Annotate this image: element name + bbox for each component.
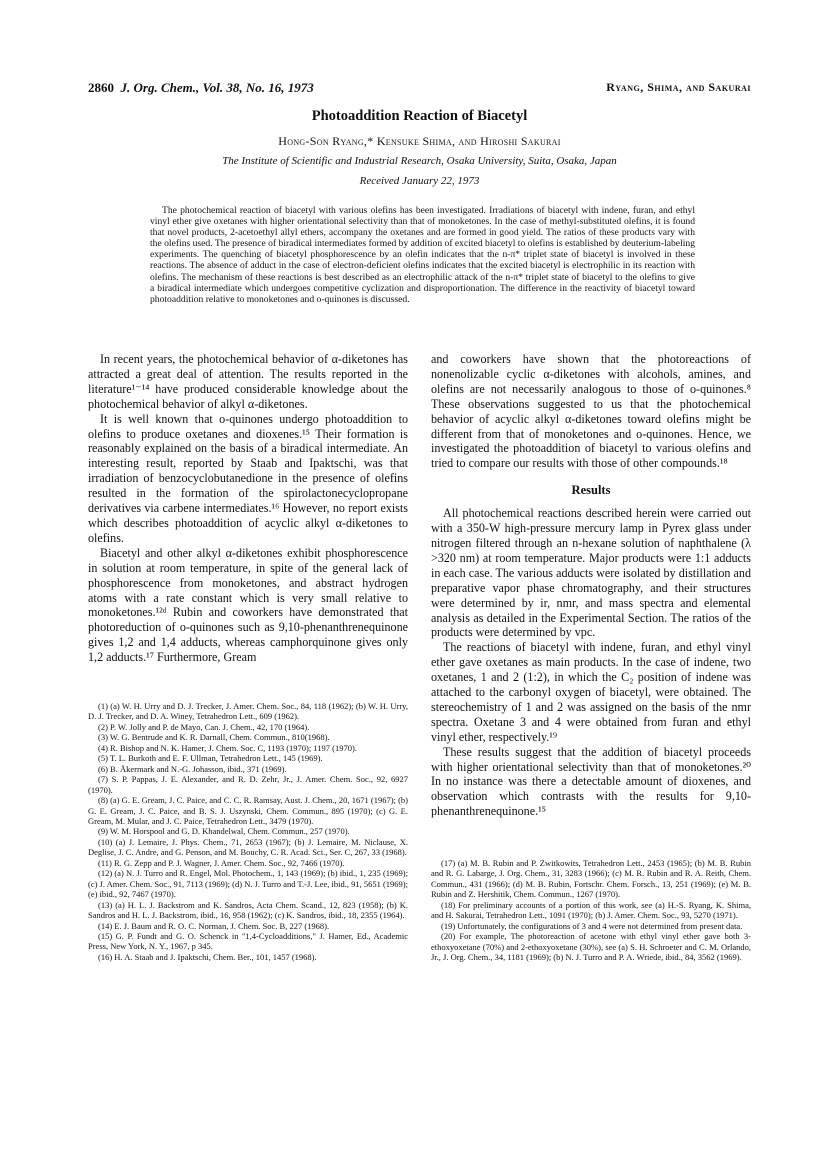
footnote: (11) R. G. Zepp and P. J. Wagner, J. Amer. Chem. Soc., 92, 7466 (1970).	[98, 857, 345, 868]
footnote: (5) T. L. Burkoth and E. F. Ullman, Tetrahedron Lett., 145 (1969).	[98, 753, 323, 764]
footnote: (6) B. Åkermark and N.-G. Johasson, ibid., 371 (1969).	[98, 763, 287, 774]
footnotes-left	[88, 701, 408, 962]
body-paragraph: and coworkers have shown that the photoreactions of nonenolizable cyclic α-diketones with alcohols, amines, and olefins are not necessarily analogous to those of o-quinones.⁸ These observations suggested to us that the photochemical behavior of acyclic alkyl α-diketones toward olefins might be different from that of monoketones and o-quinones. Hence, we investigated the photoaddition of biacetyl to various olefins and tried to compare our results with those of other compounds.¹⁸	[431, 352, 751, 471]
header-left	[88, 80, 314, 96]
author-affiliation: The Institute of Scientific and Industrial Research, Osaka University, Suita, Osaka, Japan	[222, 155, 617, 167]
article-authors: Hong-Son Ryang,* Kensuke Shima, and Hiroshi Sakurai	[278, 134, 561, 148]
footnote: (17) (a) M. B. Rubin and P. Zwitkowits, Tetrahedron Lett., 2453 (1965); (b) M. B. Rubin and R. G. Labarge, J. Org. Chem., 31, 3283 (1966); (c) M. R. Rubin and R. A. Reith, Chem. Commun., 431 (1966); (d) M. B. Rubin, Fortschr. Chem. Forsch., 13, 251 (1969); (e) M. B. Rubin and Z. Hershitik, Chem. Commun., 1267 (1970).	[431, 858, 751, 900]
body-paragraph: The reactions of biacetyl with indene, furan, and ethyl vinyl ether gave oxetanes as main products. In the case of indene, two oxetanes, 1 and 2 (1:2), in which the C₂ position of indene was attached to the carbonyl oxygen of biacetyl, were obtained. The stereochemistry of 1 and 2 was assigned on the basis of the nmr spectra. Oxetane 3 and 4 were obtained from furan and ethyl vinyl ether, respectively.¹⁹	[431, 640, 751, 744]
footnote: (10) (a) J. Lemaire, J. Phys. Chem., 71, 2653 (1967); (b) J. Lemaire, M. Niclause, X. Deglise, J. C. Andre, and G. Penson, and M. Bouchy, C. R. Acad. Sci., Ser. C, 267, 33 (1968).	[88, 836, 408, 858]
footnote: (14) E. J. Baum and R. O. C. Norman, J. Chem. Soc. B, 227 (1968).	[98, 920, 330, 931]
footnote: (3) W. G. Bentrude and K. R. Darnall, Chem. Commun., 810(1968).	[98, 732, 330, 743]
footnote: (4) R. Bishop and N. K. Hamer, J. Chem. Soc. C, 1193 (1970); 1197 (1970).	[98, 742, 357, 753]
page-number: 2860	[88, 80, 114, 95]
footnote: (19) Unfortunately, the configurations of 3 and 4 were not determined from present data.	[441, 920, 743, 931]
footnotes-right	[431, 858, 751, 963]
footnote: (13) (a) H. L. J. Backstrom and K. Sandros, Acta Chem. Scand., 12, 823 (1958); (b) K. Sandros and H. L. J. Backstrom, ibid., 16, 958 (1962); (c) K. Sandros, ibid., 18, 2355 (1964).	[88, 899, 408, 921]
body-column-left	[88, 352, 408, 665]
body-paragraph: It is well known that o-quinones undergo photoaddition to olefins to produce oxetanes and dioxenes.¹⁵ Their formation is reasonably explained on the basis of a biradical intermediate. An interesting result, reported by Staab and Ipaktschi, was that irradiation of benzocyclobutanedione in the presence of olefins resulted in the formation of the spirolactonecyclopropane derivatives via carbene intermediates.¹⁶ However, no report exists which describes photoaddition of acyclic alkyl α-diketones to olefins.	[88, 411, 408, 545]
body-paragraph: In recent years, the photochemical behavior of α-diketones has attracted a great deal of attention. The results reported in the literature¹⁻¹⁴ have produced considerable knowledge about the photochemical behavior of alkyl α-diketones.	[88, 352, 408, 411]
section-heading-results: Results	[571, 483, 611, 498]
abstract	[150, 205, 695, 305]
footnote: (12) (a) N. J. Turro and R. Engel, Mol. Photochem., 1, 143 (1969); (b) ibid., 1, 235 (1969); (c) J. Amer. Chem. Soc., 91, 7113 (1969); (d) N. J. Turro and T.-J. Lee, ibid., 91, 5651 (1969); (e) ibid., 92, 7467 (1970).	[88, 868, 408, 900]
article-title: Photoaddition Reaction of Biacetyl	[311, 108, 528, 124]
body-paragraph: These results suggest that the addition of biacetyl proceeds with higher orientational selectivity than that of monoketones.²⁰ In no instance was there a detectable amount of dioxenes, and observation which contrasts with the results for 9,10-phenanthrenequinone.¹⁵	[431, 744, 751, 819]
body-column-right	[431, 352, 751, 819]
footnote: (2) P. W. Jolly and P. de Mayo, Can. J. Chem., 42, 170 (1964).	[98, 721, 310, 732]
footnote: (15) G. P. Fundt and G. O. Schenck in "1,4-Cycloadditions," J. Hamer, Ed., Academic Press, New York, N. Y., 1967, p 345.	[88, 930, 408, 952]
running-header	[88, 80, 751, 98]
body-paragraph: Biacetyl and other alkyl α-diketones exhibit phosphorescence in solution at room temperature, in spite of the general lack of phosphorescence from monoketones, and abstract hydrogen atoms with a rate constant which is very small relative to monoketones.¹²ᵈ Rubin and coworkers have demonstrated that photoreduction of o-quinones such as 9,10-phenanthrenequinone gives 1,2 and 1,4 adducts, whereas camphorquinone gives only 1,2 adducts.¹⁷ Furthermore, Gream	[88, 545, 408, 665]
received-date: Received January 22, 1973	[359, 175, 480, 187]
footnote: (1) (a) W. H. Urry and D. J. Trecker, J. Amer. Chem. Soc., 84, 118 (1962); (b) W. H. Urry, D. J. Trecker, and D. A. Winey, Tetrahedron Lett., 609 (1962).	[88, 701, 408, 722]
footnote: (16) H. A. Staab and J. Ipaktschi, Chem. Ber., 101, 1457 (1968).	[98, 951, 317, 962]
footnote: (18) For preliminary accounts of a portion of this work, see (a) H.-S. Ryang, K. Shima, and H. Sakurai, Tetrahedron Lett., 1091 (1970); (b) J. Amer. Chem. Soc., 93, 5270 (1971).	[431, 899, 751, 921]
journal-citation: J. Org. Chem., Vol. 38, No. 16, 1973	[120, 80, 314, 95]
footnote: (20) For example, The photoreaction of acetone with ethyl vinyl ether gave both 3-ethoxyoxetane (70%) and 2-ethoxyoxetane (30%), see (a) S. H. Schroeter and C. M. Orlando, Jr., J. Org. Chem., 34, 1181 (1969); (b) N. J. Turro and P. A. Wriede, ibid., 84, 3562 (1969).	[431, 931, 751, 963]
footnote: (9) W. M. Horspool and G. D. Khandelwal, Chem. Commun., 257 (1970).	[98, 826, 350, 837]
footnote: (8) (a) G. E. Gream, J. C. Paice, and C. C. R. Ramsay, Aust. J. Chem., 20, 1671 (1967); (b) G. E. Gream, J. C. Paice, and B. S. J. Uszynski, Chem. Commun., 895 (1970); (c) G. E. Gream, M. Mular, and J. C. Paice, Tetrahedron Lett., 3479 (1970).	[88, 795, 408, 826]
body-paragraph: All photochemical reactions described herein were carried out with a 350-W high-pressure mercury lamp in Pyrex glass under nitrogen filtered through an n-hexane solution of naphthalene (λ >320 nm) at room temperature. Major products were 1:1 adducts in each case. The various adducts were isolated by distillation and preparative vapor phase chromatography, and their structures were determined by ir, nmr, and mass spectra and elemental analysis as detailed in the Experimental Section. The ratios of the products were determined by vpc.	[431, 506, 751, 640]
footnote: (7) S. P. Pappas, J. E. Alexander, and R. D. Zehr, Jr., J. Amer. Chem. Soc., 92, 6927 (1970).	[88, 774, 408, 795]
running-head-authors: Ryang, Shima, and Sakurai	[606, 80, 751, 94]
abstract-text: The photochemical reaction of biacetyl with various olefins has been investigated. Irradiations of biacetyl with indene, furan, and ethyl vinyl ether give oxetanes with higher orientational selectivity than that of monoketones. In the case of methyl-substituted olefins, it is found that novel products, 2-acetoethyl allyl ethers, accompany the oxetanes and are formed in good yield. The ratios of these products vary with the olefins used. The presence of biradical intermediates formed by addition of excited biacetyl to olefins is established by deuterium-labeling experiments. The quenching of biacetyl phosphorescence by an olefin indicates that the n-π* triplet state of biacetyl is involved in these reactions. The absence of adduct in the case of electron-deficient olefins indicates that the excited biacetyl is electrophilic in its reaction with olefins. The mechanism of these reactions is best described as an electrophilic attack of the n-π* triplet state of biacetyl to the olefins to give a biradical intermediate which undergoes competitive cyclization and disproportionation. The difference in the reactivity of biacetyl toward photoaddition relative to monoketones and o-quinones is discussed.	[150, 205, 695, 305]
